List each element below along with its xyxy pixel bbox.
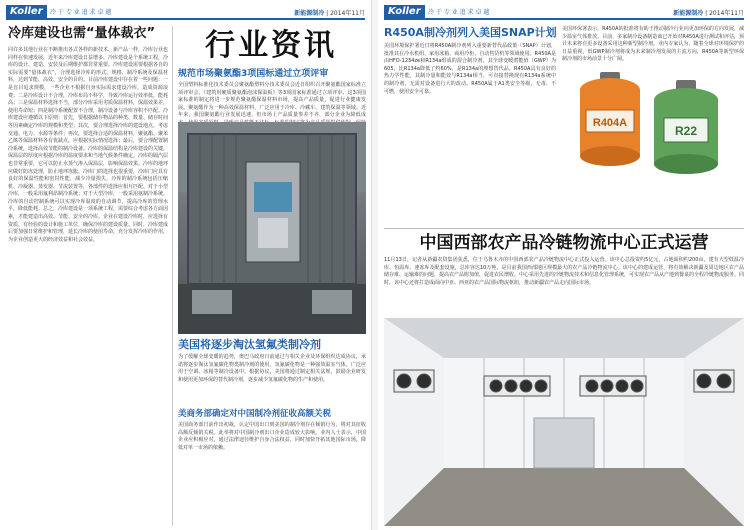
article-r450a-snap — [384, 26, 556, 232]
brand-logo: Koller — [6, 5, 47, 18]
brand-logo: Koller — [384, 5, 425, 18]
section-banner — [176, 26, 366, 66]
section-divider — [384, 228, 744, 229]
left-page — [0, 0, 372, 530]
page-header — [6, 6, 365, 20]
column-divider — [172, 26, 173, 526]
article-body: 全国塑料标准化技术委员会聚氨酯塑料分技术委员会近日组织召开聚氨酯国家标准立项评审会，《建筑用硬质聚氨酯泡沫保温板》等3项国家标准通过立项评审。这3项国家标准的制定将进一步规范聚氨酯保温材料市场，提高产品质量，促进行业健康发展。聚氨酯作为一种高效保温材料，广泛应用于冷库、冷藏车、建筑保温等领域。近年来，我国聚氨酯行业发展迅速，但市场上产品质量参差不齐，部分企业为降低成 — [178, 82, 366, 119]
article-body-left: 美国环境保护署近日将R450A制冷剂列入重要新替代品政策（SNAP）计划，批准其在冷水机组、家用冰箱、商用冷柜、自动售货机等领域使用。R450A是由HFO-1234ze和R134a组成的混合制冷剂，其全球变暖潜能值（GWP）为605，比R134a降低了约60%，是R134a的理想替代品。R450A具有良好的热力学性能，其制冷量和能效与R134a相当，可直接替换现有R134a系统中的制冷剂，无需对设备进行大的改动。R450A属于A1类安全等级，无毒、不可燃，使用安全可靠。 — [384, 43, 556, 95]
issue-date: 2014年11月 — [709, 10, 744, 17]
article-title: 美商务部确定对中国制冷剂征收高额关税 — [178, 409, 332, 419]
article-us-phaseout — [178, 338, 366, 404]
container-photo-drawing — [178, 122, 366, 334]
article-body: 美国商务部日前作出初裁，认定中国出口到美国的制冷剂存在倾销行为，将对其征收高额反倾销关税。此举将对中国制冷剂出口企业造成较大影响。业内人士表示，中国企业应积极应对，通过法律途径维护自身合法权益，同时加快开拓其他国际市场，降低对单一市场的依赖。 — [178, 422, 366, 451]
issue-date: 2014年11月 — [330, 10, 365, 17]
article-body: 为了缓解全球变暖的趋势，奥巴马政府日前通过与相关企业及环保组织达成协议，承诺将逐步淘汰氢氟碳化物类制冷剂的使用。氢氟碳化物是一种强效温室气体，广泛应用于空调、冰箱等制冷设备中。根据协议，美国将通过制定相关法规，鼓励企业研发和使用更加环保的替代制冷剂，逐步减少氢氟碳化物的生产和使用。 — [178, 354, 366, 383]
article-polyurethane-standards — [178, 68, 366, 120]
issue-info: 新能源制冷 | 2014年11月 — [294, 10, 365, 17]
container-cold-room-photo — [178, 122, 366, 334]
article-body: 11月13日，记者从新疆农资集团获悉，位于乌鲁木齐的中国西部农产品冷链物流中心正式投入运营。该中心总投资约5亿元，占地面积约200亩，建有大型低温冷库、恒温库、速冻库及配套设施，总库容达10万吨，是目前我国西部地区规模最大的农产品冷链物流中心。该中心的建成运营，将有效解决新疆及周边地区农产品储存难、运输难的问题，提高农产品附加值，促进农民增收。中心采用先进的冷链物流技术和信息化管理系统，可实现农产品从产地到餐桌的全程冷链物流服务。同时，该中心还将打造成面向中亚、西亚的农产品国际物流枢纽，推动新疆农产品走向国际市场。 — [384, 257, 745, 286]
article-body-right: 美国环保署表示，R450A的批准将有助于推动制冷行业向更加环保的方向发展，减少温室气体排放。目前，多家制冷设备制造商已开始对R450A进行测试和评估，预计未来将有更多设备采用这种新型制冷剂。业内专家认为，随着全球对环境保护的日益重视，低GWP制冷剂将成为未来制冷剂发展的主流方向，R450A等新型环保制冷剂的市场前景十分广阔。 — [562, 26, 744, 63]
brand-tagline: 冷 于 专 业 追 求 卓 越 — [50, 9, 112, 16]
article-body: 同许多其他行业在不断推出各式各样的新技术、新产品一样，冷库行业也同样在快速发展，近年来冷库建设日益增多。冷库建设是个系统工程，冷库的设计、建造、安装及后期维护都非常重要。冷库建设需要根据各自的实际需要“量体裁衣”，合理选择冷库的形式、规格、制冷系统及保温材料，达到节能、高效、安全的目的。目前冷库建设中存在着一些问题：一是盲目追求规模，一些企业不根据自身实际需求建设冷库，造成资源浪费；二是冷库设计不合理，冷库布局不科学，导致冷库运行效率低，能耗高；三是保温材料选择不当，部分冷库采用劣质保温材料，保温效果差，使用寿命短；四是制冷系统配置不合理，制冷设备与冷库容积不匹配。冷库建设应遵循以下原则：首先，要根据储存物品的种类、数量、储存时间等因素确定冷库的规模和类型；其次，要合理选择冷库的建设地点，考虑交通、电力、水源等条件；再次，要选择合适的保温材料，聚氨酯、聚苯乙烯等保温材料各有优缺点，应根据实际情况选择；最后，要合理配置制冷系统，选择高效节能的制冷设备。冷库的保温结构是冷库建设的关键，保温层的厚度应根据冷库的温度要求和当地气候条件确定。冷库的隔汽层也非常重要，它可以防止水蒸气渗入保温层，影响保温效果。冷库的地坪应做好防冻处理，防止地坪冻胀。冷库门的选择也很重要，冷库门应具有良好的保温性能和密封性能，减少冷量损失。冷库的制冷系统包括压缩机、冷凝器、蒸发器、节流装置等，各部件的选择应相互匹配。对于小型冷库，一般采用氟利昂制冷系统；对于大型冷库，一般采用氨制冷系统。冷库的自动控制系统可以实现冷库温度的自动调节，提高冷库的管理水平，降低能耗。总之，冷库建设是一项系统工程，需要综合考虑各方面因素，才能建造出高效、节能、安全的冷库。企业在建设冷库时，应选择有资质、有经验的设计和施工单位，确保冷库的建设质量。同时，冷库建成后要加强日常维护和管理，延长冷库的使用寿命，充分发挥冷库的作用，为企业创造更大的经济效益和社会效益。 — [8, 47, 169, 243]
article-title: R450A制冷剂列入美国SNAP计划 — [384, 26, 557, 39]
article-cold-chain-center — [384, 232, 744, 312]
cold-storage-interior-photo — [384, 318, 744, 526]
article-title: 冷库建设也需“量体裁衣” — [8, 26, 156, 41]
article-cold-storage — [8, 26, 168, 526]
cold-storage-drawing — [384, 318, 744, 526]
cylinder-label-green: R22 — [674, 124, 698, 138]
issue-publication: 新能源制冷 — [294, 10, 325, 17]
article-us-tariffs — [178, 408, 366, 526]
brand-tagline: 冷 于 专 业 追 求 卓 越 — [428, 9, 490, 16]
right-page — [378, 0, 750, 530]
article-title: 美国将逐步淘汰氢氟类制冷剂 — [178, 338, 321, 351]
article-title: 规范市场聚氨酯3项国标通过立项评审 — [178, 69, 329, 79]
cylinder-label-orange: R404A — [592, 117, 628, 129]
issue-info: 新能源制冷 | 2014年11月 — [673, 10, 744, 17]
refrigerant-cylinders-photo — [568, 70, 740, 180]
cylinders-drawing — [568, 70, 740, 180]
issue-publication: 新能源制冷 — [673, 10, 704, 17]
section-banner-text: 行业资讯 — [205, 28, 337, 63]
page-header — [384, 6, 744, 20]
article-title: 中国西部农产品冷链物流中心正式运营 — [419, 233, 709, 253]
